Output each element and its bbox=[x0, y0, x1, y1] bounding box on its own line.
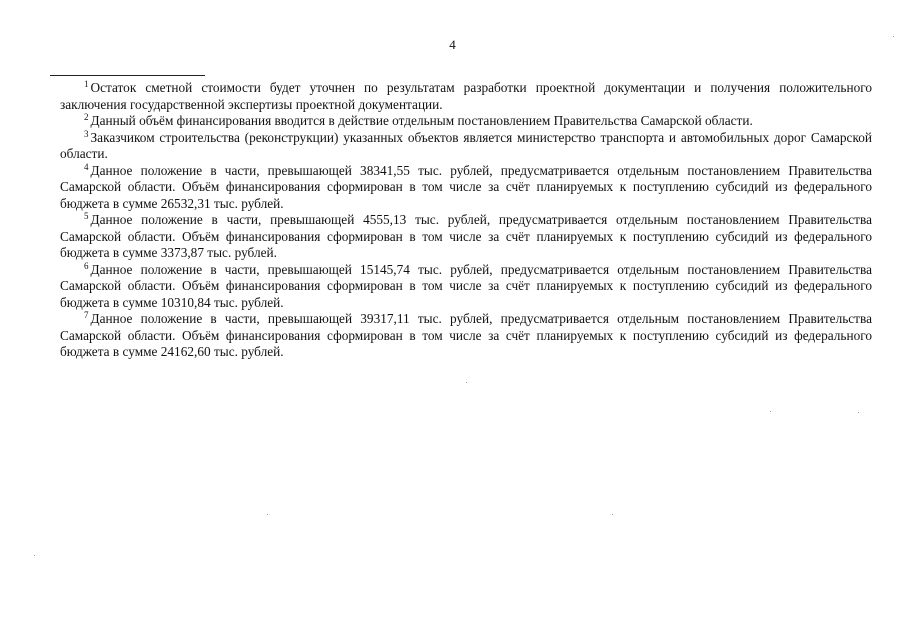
footnotes-section bbox=[60, 80, 872, 361]
footnote-text: Заказчиком строительства (реконструкции) указанных объектов является министерство транспорта и автомобильных дорог Самарской области. bbox=[60, 129, 872, 161]
footnote-text: Данное положение в части, превышающей 15145,74 тыс. рублей, предусматривается отдельным постановлением Правительства Самарской области. Объём финансирования сформирован в том числе за счёт планируемых к поступлению субсидий из федерального бюджета в сумме 10310,84 тыс. рублей. bbox=[60, 261, 872, 310]
scan-speck bbox=[858, 412, 859, 413]
scan-speck bbox=[466, 382, 467, 383]
footnote-text: Данный объём финансирования вводится в действие отдельным постановлением Правительства Самарской области. bbox=[90, 113, 753, 128]
footnote-mark: 7 bbox=[84, 310, 89, 320]
footnote-mark: 5 bbox=[84, 211, 89, 221]
footnote-text: Остаток сметной стоимости будет уточнен по результатам разработки проектной документации и получения положительного заключения государственной экспертизы проектной документации. bbox=[60, 80, 872, 112]
footnote-mark: 3 bbox=[84, 128, 89, 139]
footnote-mark: 6 bbox=[84, 260, 89, 271]
footnote-5 bbox=[60, 212, 872, 262]
footnote-text: Данное положение в части, превышающей 39317,11 тыс. рублей, предусматривается отдельным постановлением Правительства Самарской области. Объём финансирования сформирован в том числе за счёт планируемых к поступлению субсидий из федерального бюджета в сумме 24162,60 тыс. рублей. bbox=[60, 311, 872, 359]
footnote-4 bbox=[60, 163, 872, 213]
footnote-6 bbox=[60, 262, 872, 312]
scan-speck bbox=[770, 411, 771, 412]
scan-speck bbox=[34, 555, 35, 556]
scan-speck bbox=[893, 36, 894, 37]
footnote-7 bbox=[60, 311, 872, 361]
footnote-3 bbox=[60, 130, 872, 163]
footnote-mark: 2 bbox=[84, 112, 89, 122]
scan-speck bbox=[612, 514, 613, 515]
footnote-separator-line bbox=[50, 75, 205, 76]
scan-speck bbox=[267, 514, 268, 515]
footnote-text: Данное положение в части, превышающей 38341,55 тыс. рублей, предусматривается отдельным постановлением Правительства Самарской области. Объём финансирования сформирован в том числе за счёт планируемых к поступлению субсидий из федерального бюджета в сумме 26532,31 тыс. рублей. bbox=[60, 162, 872, 211]
footnote-2 bbox=[60, 113, 872, 130]
footnote-mark: 1 bbox=[84, 79, 89, 89]
footnote-1 bbox=[60, 80, 872, 113]
footnote-mark: 4 bbox=[84, 161, 89, 172]
page-number: 4 bbox=[449, 37, 456, 52]
footnote-text: Данное положение в части, превышающей 4555,13 тыс. рублей, предусматривается отдельным постановлением Правительства Самарской области. Объём финансирования сформирован в том числе за счёт планируемых к поступлению субсидий из федерального бюджета в сумме 3373,87 тыс. рублей. bbox=[60, 212, 872, 260]
